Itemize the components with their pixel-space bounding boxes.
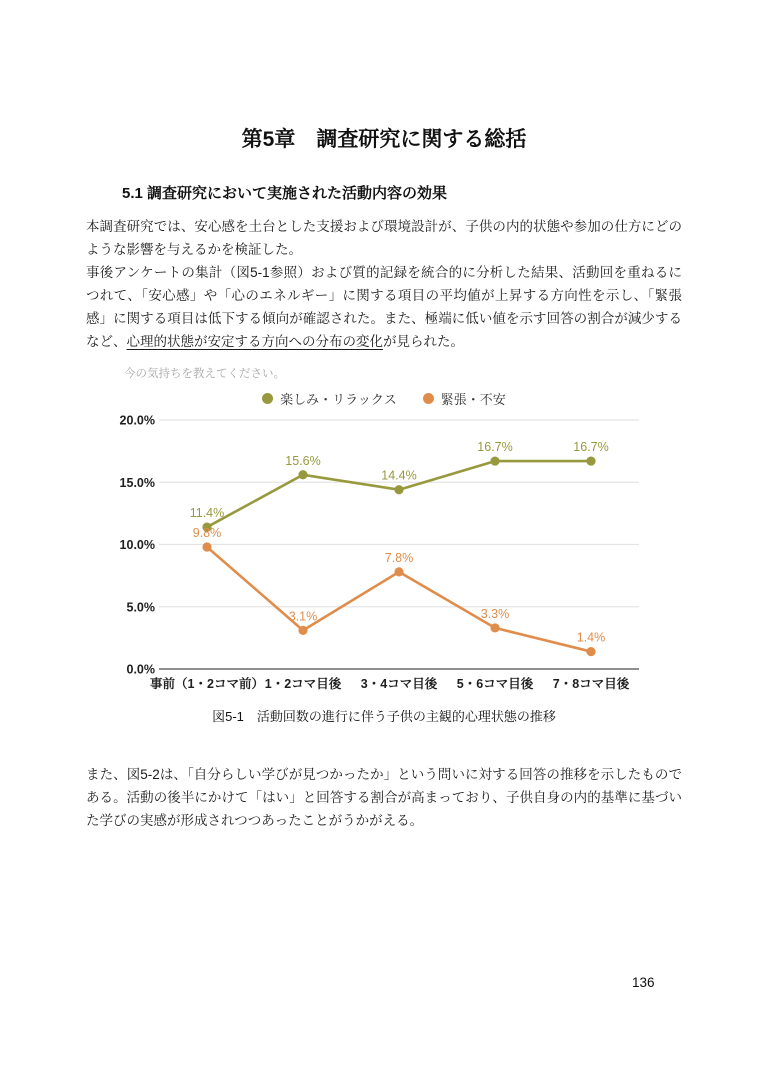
- paragraph-next-figure: [86, 763, 682, 832]
- y-tick-label: 20.0%: [119, 413, 155, 428]
- legend-dot-anxiety-icon: [423, 393, 434, 404]
- data-label: 11.4%: [189, 506, 225, 521]
- paragraph-findings-pre: 事後アンケートの集計（図5-1参照）および質的記録を統合的に分析した結果、活動回を重ねるにつれて、「安心感」や「心のエネルギー」に関する項目の平均値が上昇する方向性を示し、「緊張感」に関する項目は低下する傾向が確認された。また、極端に低い値を示す回答の割合が減少するなど、: [86, 265, 682, 349]
- figure-5-1: [86, 367, 682, 699]
- line-chart: [99, 407, 699, 699]
- data-point: [586, 456, 595, 465]
- chart-legend: [86, 389, 682, 407]
- y-tick-label: 0.0%: [126, 662, 155, 677]
- page-number: 136: [632, 975, 655, 990]
- data-point: [490, 623, 499, 632]
- data-label: 14.4%: [381, 468, 417, 483]
- legend-item-anxiety: [423, 389, 506, 408]
- data-label: 16.7%: [477, 440, 513, 455]
- paragraph-findings-underlined: 心理的状態が安定する方向への分布の変化: [126, 334, 383, 349]
- x-tick-label: 7・8コマ目後: [552, 677, 630, 691]
- legend-item-relax: [262, 389, 397, 408]
- legend-dot-relax-icon: [262, 393, 273, 404]
- x-tick-label: 1・2コマ目後: [264, 677, 342, 691]
- data-point: [202, 542, 211, 551]
- y-tick-label: 5.0%: [126, 600, 155, 615]
- data-label: 3.3%: [480, 606, 510, 621]
- paragraph-intro: [86, 215, 682, 261]
- paragraph-findings: [86, 261, 682, 353]
- y-tick-label: 10.0%: [119, 538, 155, 552]
- figure-caption: 図5-1 活動回数の進行に伴う子供の主観的心理状態の推移: [212, 709, 556, 724]
- paragraph-intro-text: 本調査研究では、安心感を土台とした支援および環境設計が、子供の内的状態や参加の仕方にどのような影響を与えるかを検証した。: [86, 219, 682, 257]
- x-tick-label: 事前（1・2コマ前）: [150, 677, 264, 691]
- data-point: [298, 626, 307, 635]
- chart-title: 今の気持ちを教えてください。: [124, 368, 285, 380]
- data-label: 7.8%: [384, 550, 414, 565]
- chapter-title: 第5章 調査研究に関する総括: [241, 128, 527, 151]
- x-tick-label: 5・6コマ目後: [456, 677, 534, 691]
- data-point: [586, 647, 595, 656]
- data-label: 3.1%: [288, 609, 318, 624]
- data-point: [298, 470, 307, 479]
- data-label: 9.8%: [192, 525, 222, 540]
- paragraph-next-figure-text: また、図5-2は、「自分らしい学びが見つかったか」という問いに対する回答の推移を示したものである。活動の後半にかけて「はい」と回答する割合が高まっており、子供自身の内的基準に基づいた学びの実感が形成されつつあったことがうかがえる。: [86, 767, 682, 828]
- x-tick-label: 3・4コマ目後: [360, 677, 438, 691]
- legend-label-relax: 楽しみ・リラックス: [280, 391, 397, 407]
- data-point: [394, 567, 403, 576]
- data-point: [490, 456, 499, 465]
- data-label: 15.6%: [285, 453, 321, 468]
- data-label: 1.4%: [576, 630, 606, 645]
- section-heading: 5.1 調査研究において実施された活動内容の効果: [122, 185, 448, 202]
- paragraph-findings-post: が見られた。: [383, 334, 464, 349]
- y-tick-label: 15.0%: [119, 475, 155, 490]
- data-label: 16.7%: [573, 440, 609, 455]
- data-point: [394, 485, 403, 494]
- legend-label-anxiety: 緊張・不安: [440, 391, 506, 407]
